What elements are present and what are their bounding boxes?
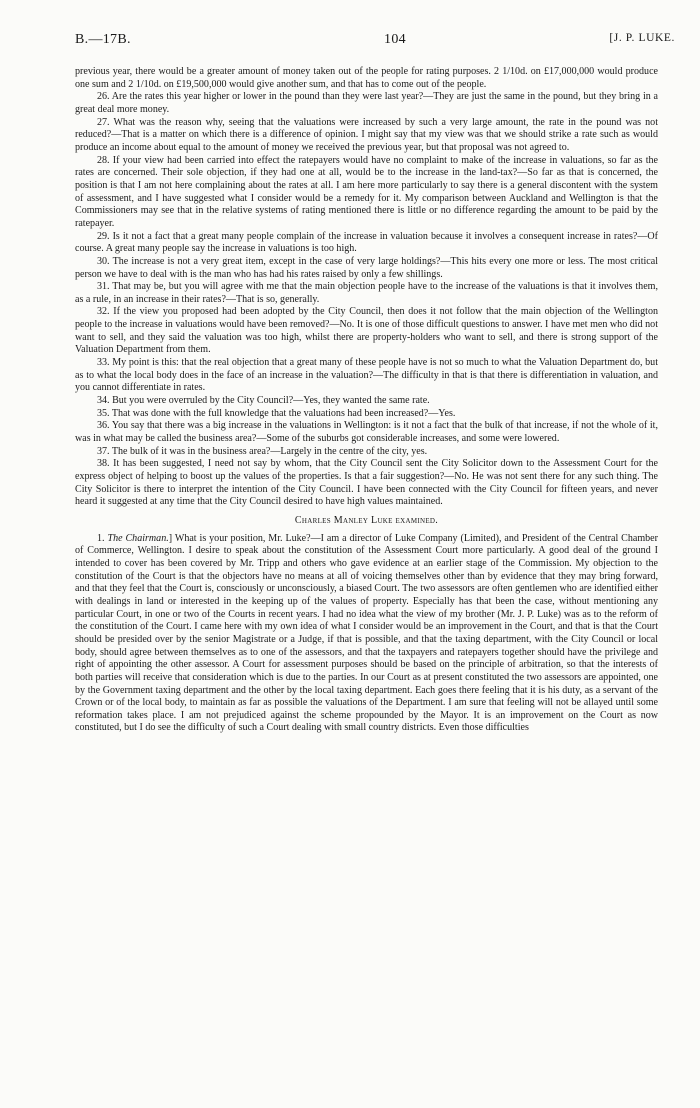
document-body — [75, 66, 658, 735]
paragraph-q31: 31. That may be, but you will agree with me that the main objection people have to the increase of the valuations is that it involves them, as a rule, in an increase in their rates?—That is so, generally. — [75, 281, 658, 305]
document-reference: B.—17B. — [75, 32, 131, 47]
paragraph-q26: 26. Are the rates this year higher or lower in the pound than they were last year?—They are just the same in the pound, but they bring in a great deal more money. — [75, 91, 658, 115]
paragraph-q35: 35. That was done with the full knowledge that the valuations had been increased?—Yes. — [97, 407, 456, 419]
paragraph-q37: 37. The bulk of it was in the business area?—Largely in the centre of the city, yes. — [97, 445, 428, 457]
paragraph-q27: 27. What was the reason why, seeing that the valuations were increased by such a very large amount, the rate in the pound was not reduced?—That is a matter on which there is a difference of opinion. I might say that my view was that we should strike a rate such as would produce an income about equal to the amount of money we received the previous year, but that proposal was not agreed to. — [75, 116, 658, 153]
paragraph-q30: 30. The increase is not a very great item, except in the case of very large holdings?—This hits every one more or less. The most critical person we have to deal with is the man who has had his rates raised by only a few shillings. — [75, 255, 658, 280]
witness-name: [J. P. LUKE. — [609, 32, 675, 44]
page-number: 104 — [384, 32, 406, 47]
page-header — [75, 32, 675, 52]
paragraph-number: 1. — [97, 532, 105, 544]
paragraph-q28: 28. If your view had been carried into effect the ratepayers would have no complaint to make of the increase in valuations, so far as the rates are concerned. Their sole objection, if they had one at all, would be to the increase in the land-tax?—So far as that is concerned, the position is that I am not here complaining about the rates at all. I am here more particularly to say there is a general discontent with the system of assessment, and I have suggested what I consider would be a remedy for it. My comparison between Auckland and Wellington is that the Commissioners may see that in the relative systems of rating mentioned there is little or no difference regarding the amount to be paid by the ratepayer. — [75, 154, 658, 229]
paragraph-continuation: previous year, there would be a greater amount of money taken out of the people for rating purposes. 2 1/10d. on £17,000,000 would produce one sum and 2 1/10d. on £19,500,000 would give another sum, and that has to come out of the people. — [75, 66, 658, 90]
paragraph-q36: 36. You say that there was a big increase in the valuations in Wellington: is it not a fact that the bulk of that increase, if not the whole of it, was in what may be called the business area?—Some of the suburbs got considerable increases, and some were lowered. — [75, 420, 658, 445]
paragraph-text: What is your position, Mr. Luke?—I am a director of Luke Company (Limited), and President of the Central Chamber of Commerce, Wellington. I desire to speak about the constitution of the Assessment Court more particularly. A good deal of the ground I intended to cover has been covered by Mr. Tripp and others who gave evidence at an earlier stage of the Commission. My objection to the constitution of the Court is that the objectors have no means at all of voicing themselves other than by evidence that they may bring forward, and that they feel that the Court is, consciously or unconsciously, a biased Court. The two assessors are often gentlemen who are identified either with dealings in land or interested in the keeping up of the values of property. Especially has that been the case, without mentioning any particular Court, in one or two of the Courts in recent years. I had no idea what the view of my brother (Mr. J. P. Luke) was as to the reform of the constitution of the Court. I came here with my own idea of what I consider would be an improvement in the Court, and that is that the Court should be presided over by the senior Magistrate or a Judge, if that is possible, and that the taxing department, with the City Council or local body, should agree between themselves as to one of the assessors, and that the taxpayers and ratepayers together should have the privilege and right of appointing the other assessor. A Court for assessment purposes should be based on the principle of arbitration, so that the interests of both parties will receive that consideration which is due to the parties. In our Court as at present constituted the two assessors are appointed, one by the Government taxing department and the other by the local taxing department. Each goes there feeling that it is his duty, as a servant of the Crown or of the local body, to maintain as far as possible the valuations of the Department. I am sure that feeling will not be allayed until some reformation takes place. I am not prejudiced against the scheme propounded by the Mayor. It is an improvement on the Court as now constituted, but I do see the difficulty of such a Court dealing with small country districts. Even those difficulties — [75, 532, 658, 734]
paragraph-q33: 33. My point is this: that the real objection that a great many of these people have is not so much to what the Valuation Department do, but as to what the local body does in the face of an increase in the valuation?—The difficulty in that is that there is differentiation in valuation, and you cannot differentiate in rates. — [75, 357, 658, 394]
section-heading: Charles Manley Luke examined. — [294, 514, 439, 526]
speaker-name: The Chairman. — [107, 532, 169, 544]
paragraph-q29: 29. Is it not a fact that a great many people complain of the increase in valuation because it involves a consequent increase in rates?—Of course. A great many people say the increase in valuations is too high. — [75, 230, 658, 255]
paragraph-q34: 34. But you were overruled by the City Council?—Yes, they wanted the same rate. — [97, 395, 430, 407]
paragraph-q38: 38. It has been suggested, I need not say by whom, that the City Council sent the City Solicitor down to the Assessment Court for the express object of helping to boost up the values of the properties. Is that a fair suggestion?—No. He was not sent there for any such thing. The City Solicitor is there to interpret the intention of the City Council. I have been connected with the City Council for fifteen years, and never heard it suggested at any time that the City Council desired to have high values maintained. — [75, 458, 658, 508]
paragraph-chairman-1: 1. The Chairman.] What is your position, Mr. Luke?—I am a director of Luke Company (Limited), and President of the Central Chamber of Commerce, Wellington. I desire to speak about the constitution of the Assessment Court more particularly. A good deal of the ground I intended to cover has been covered by Mr. Tripp and others who gave evidence at an earlier stage of the Commission. My objection to the constitution of the Court is that the objectors have no means at all of voicing themselves other than by evidence that they may bring forward, and that they feel that the Court is, consciously or unconsciously, a biased Court. The two assessors are often gentlemen who are identified either with dealings in land or interested in the keeping up of the values of property. Especially has that been the case, without mentioning any particular Court, in one or two of the Courts in recent years. I had no idea what the view of my brother (Mr. J. P. Luke) was as to the reform of the constitution of the Court. I came here with my own idea of what I consider would be an improvement in the Court, and that is that the Court should be presided over by the senior Magistrate or a Judge, if that is possible, and that the taxing department, with the City Council or local body, should agree between themselves as to one of the assessors, and that the taxpayers and ratepayers together should have the privilege and right of appointing the other assessor. A Court for assessment purposes should be based on the principle of arbitration, so that the interests of both parties will receive that consideration which is due to the parties. In our Court as at present constituted the two assessors are appointed, one by the Government taxing department and the other by the local taxing department. Each goes there feeling that it is his duty, as a servant of the Crown or of the local body, to maintain as far as possible the valuations of the Department. I am sure that feeling will not be allayed until some reformation takes place. I am not prejudiced against the scheme propounded by the Mayor. It is an improvement on the Court as now constituted, but I do see the difficulty of such a Court dealing with small country districts. Even those difficulties — [75, 532, 658, 734]
paragraph-q32: 32. If the view you proposed had been adopted by the City Council, then does it not follow that the main objection of the Wellington people to the increase in valuations would have been removed?—No. It is one of those difficult questions to answer. I have met men who did not want to sell, and they said the valuation was too high, whilst there are property-holders who want to sell, and there is strong support of the Valuation Department from them. — [75, 306, 658, 356]
